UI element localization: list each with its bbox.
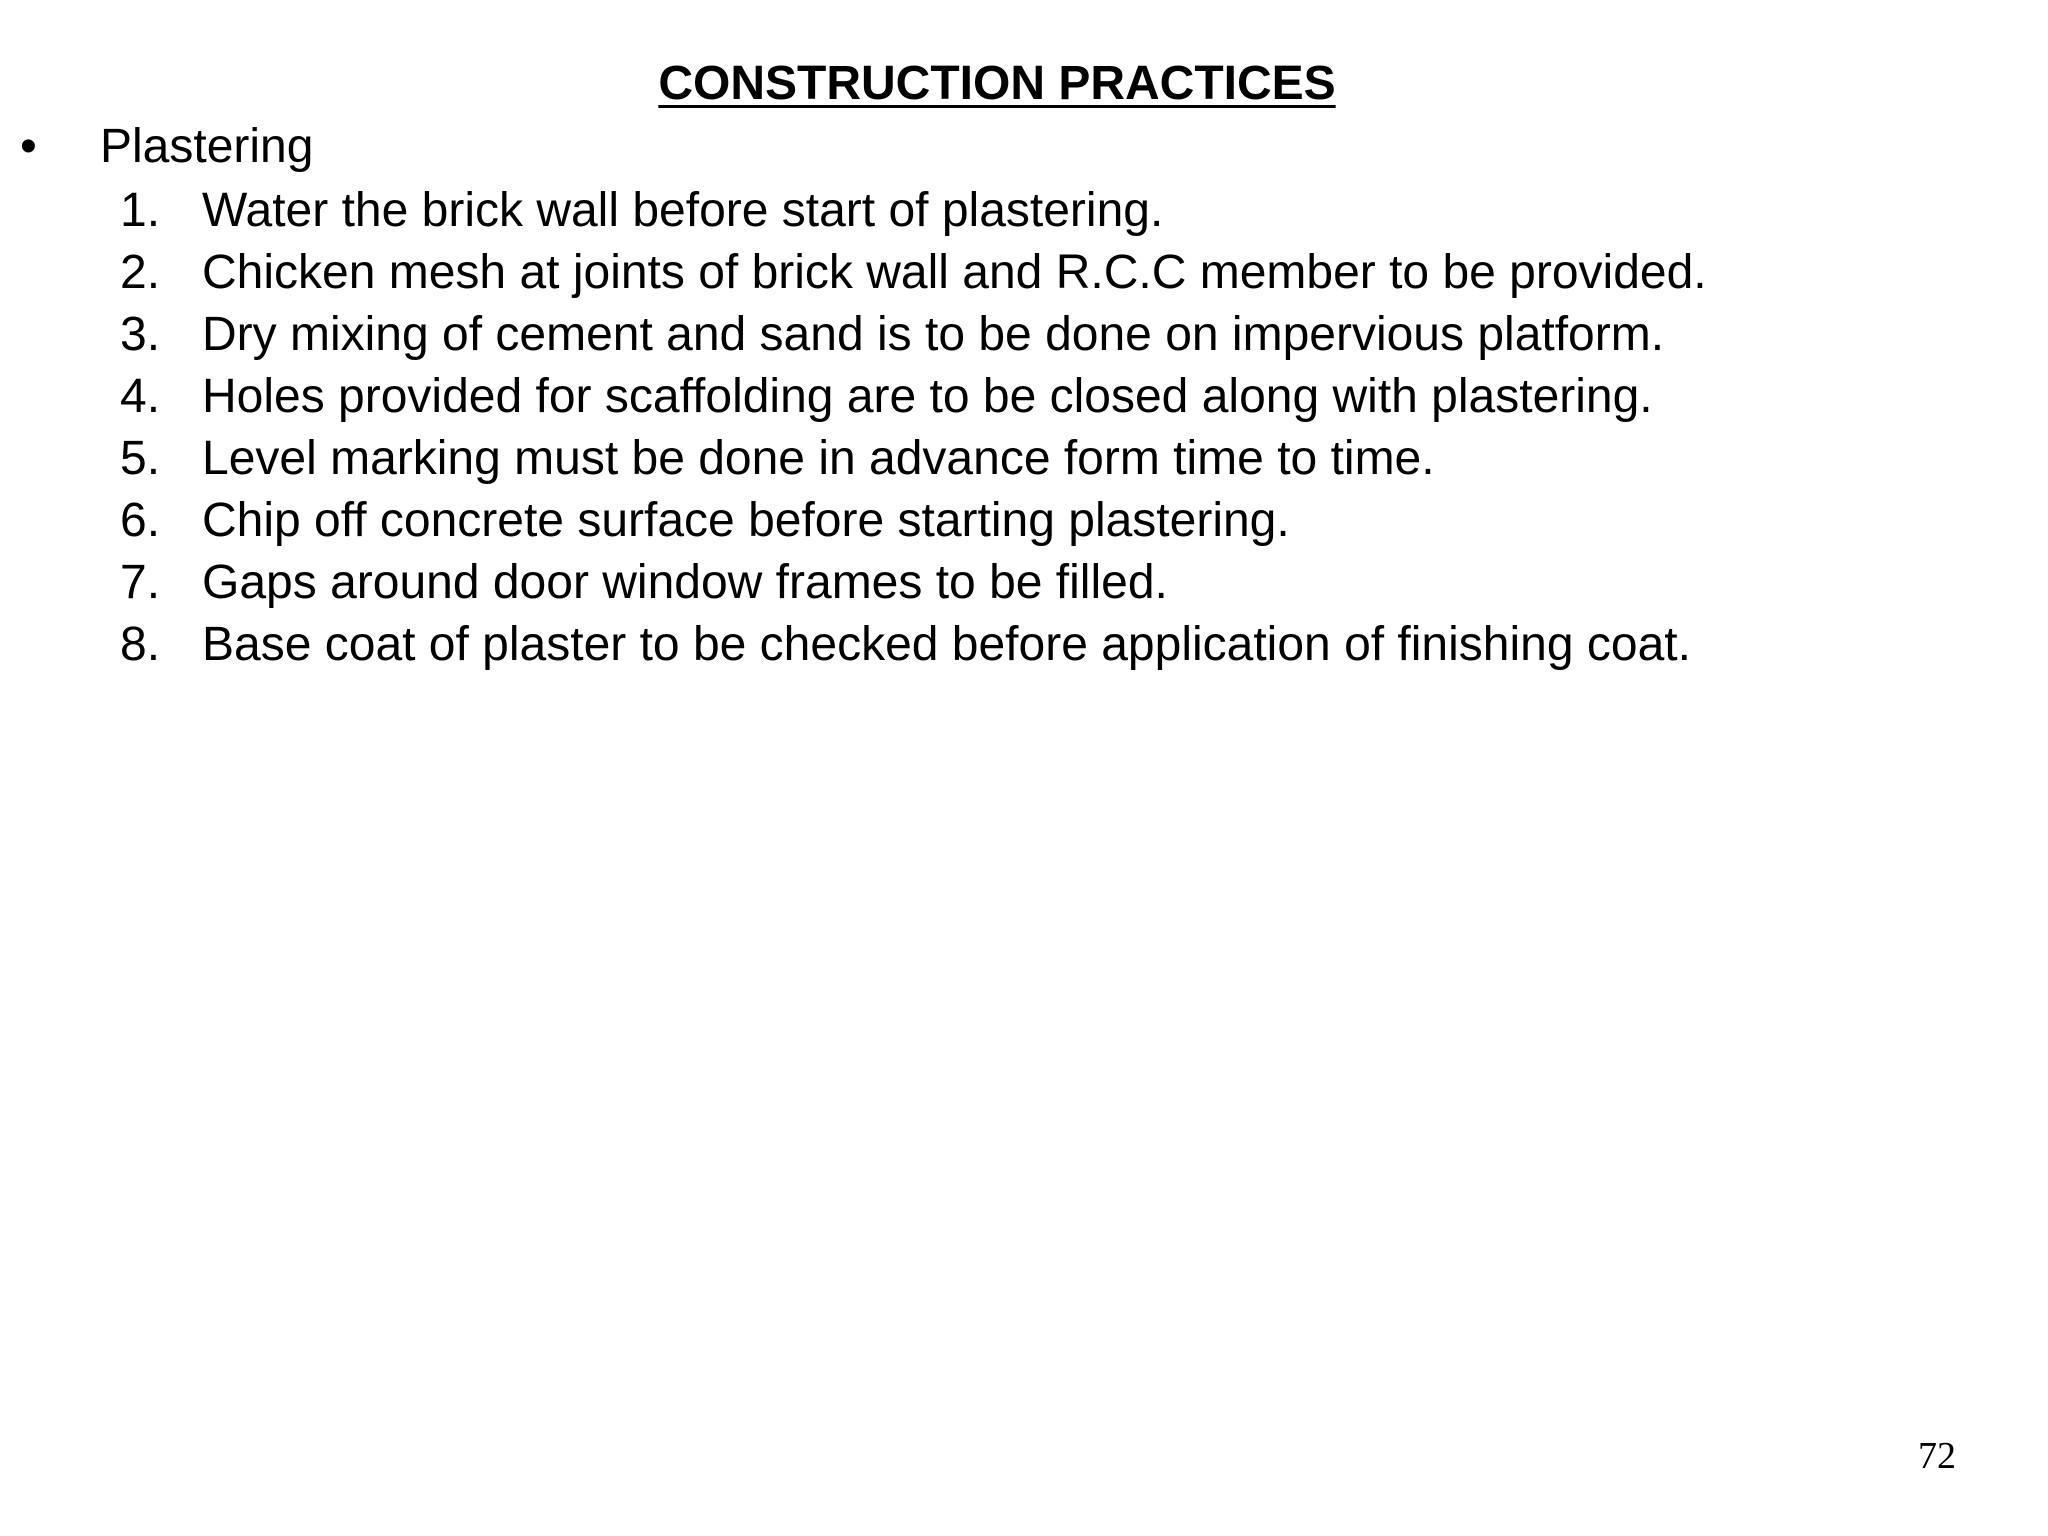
list-item-number: 4. <box>120 370 161 423</box>
list-item-number: 7. <box>120 556 161 609</box>
list-item <box>120 304 1707 366</box>
topic-label: Plastering <box>100 120 314 173</box>
list-item <box>120 366 1707 428</box>
bullet-icon: • <box>20 120 37 173</box>
slide-title: CONSTRUCTION PRACTICES <box>658 57 1336 110</box>
numbered-list <box>120 180 1707 676</box>
page-number: 72 <box>1918 1435 1956 1477</box>
list-item <box>120 552 1707 614</box>
list-item-text: Chip off concrete surface before starting plastering. <box>202 494 1290 547</box>
list-item <box>120 490 1707 552</box>
list-item-number: 8. <box>120 618 161 671</box>
list-item-text: Water the brick wall before start of plastering. <box>202 184 1164 237</box>
list-item-text: Level marking must be done in advance form time to time. <box>202 432 1435 485</box>
list-item-text: Gaps around door window frames to be filled. <box>202 556 1168 609</box>
list-item-text: Chicken mesh at joints of brick wall and R.C.C member to be provided. <box>202 246 1707 299</box>
list-item-text: Base coat of plaster to be checked before application of finishing coat. <box>202 618 1691 671</box>
list-item <box>120 428 1707 490</box>
list-item <box>120 180 1707 242</box>
list-item <box>120 614 1707 676</box>
list-item-text: Holes provided for scaffolding are to be closed along with plastering. <box>202 370 1653 423</box>
list-item-number: 5. <box>120 432 161 485</box>
list-item-number: 6. <box>120 494 161 547</box>
list-item-number: 3. <box>120 308 161 361</box>
list-item-text: Dry mixing of cement and sand is to be done on impervious platform. <box>202 308 1665 361</box>
list-item-number: 2. <box>120 246 161 299</box>
topic-bullet <box>20 115 313 179</box>
list-item-number: 1. <box>120 184 161 237</box>
list-item <box>120 242 1707 304</box>
